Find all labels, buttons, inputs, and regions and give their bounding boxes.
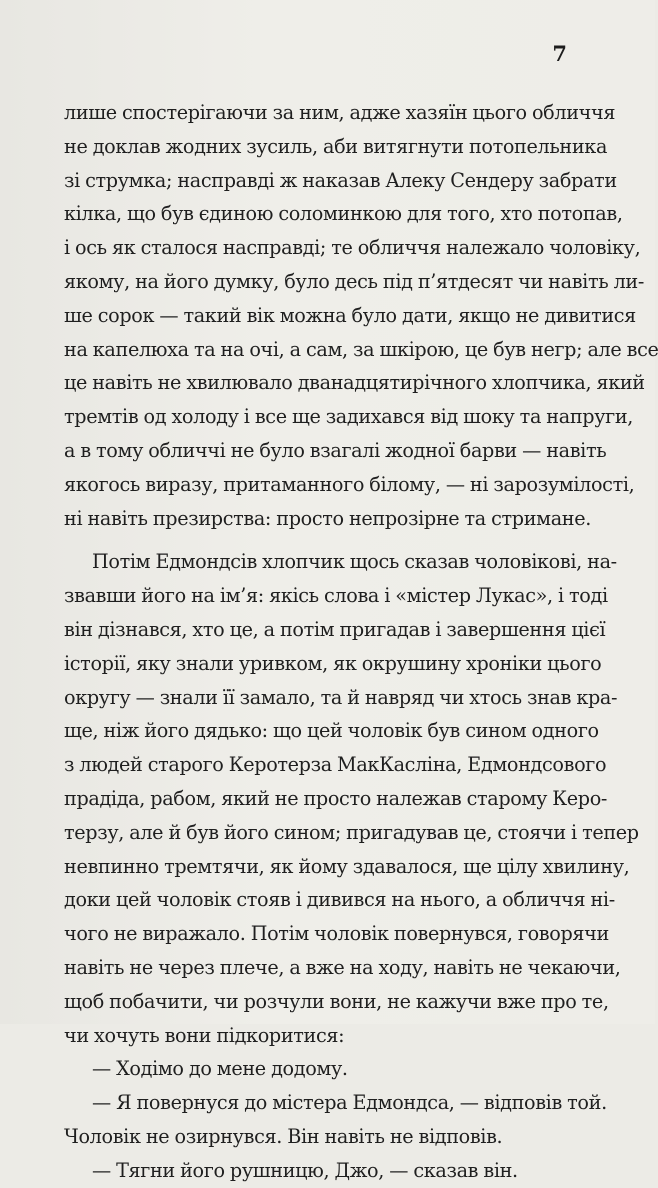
text-line: округу — знали її замало, та й навряд чи хтось знав кра- xyxy=(64,685,618,709)
text-line: кілка, що був єдиною соломинкою для того, хто потопав, xyxy=(64,202,623,226)
body-text xyxy=(64,96,658,1188)
text-line: щоб побачити, чи розчули вони, не кажучи вже про те, xyxy=(64,989,609,1013)
page-number: 7 xyxy=(552,41,567,66)
text-line: а в тому обличчі не було взагалі жодної барви — навіть xyxy=(64,438,607,462)
text-line: це навіть не хвилювало дванадцятирічного хлопчика, який xyxy=(64,371,645,395)
text-line: з людей старого Керотерза МакКасліна, Едмондсового xyxy=(64,753,607,777)
text-line: прадіда, рабом, який не просто належав старому Керо- xyxy=(64,786,608,810)
text-line: не доклав жодних зусиль, аби витягнути потопельника xyxy=(64,134,608,158)
text-line: він дізнався, хто це, а потім пригадав і завершення цієї xyxy=(64,617,606,641)
text-line: чого не виражало. Потім чоловік повернувся, говорячи xyxy=(64,922,609,946)
text-line: якогось виразу, притаманного білому, — ні зарозумілості, xyxy=(64,472,635,496)
text-line: невпинно тремтячи, як йому здавалося, ще цілу хвилину, xyxy=(64,854,630,878)
text-line: якому, на його думку, було десь під п’ятдесят чи навіть ли- xyxy=(64,269,644,293)
text-line: чи хочуть вони підкоритися: xyxy=(64,1023,345,1047)
text-line: ще, ніж його дядько: що цей чоловік був сином одного xyxy=(64,719,599,743)
text-line: ше сорок — такий вік можна було дати, якщо не дивитися xyxy=(64,303,636,327)
text-line: навіть не через плече, а вже на ходу, навіть не чекаючи, xyxy=(64,955,621,979)
text-line: — Ходімо до мене додому. xyxy=(92,1057,348,1081)
text-line: ні навіть презирства: просто непрозірне та стримане. xyxy=(64,506,592,530)
text-line: терзу, але й був його сином; пригадував це, стоячи і тепер xyxy=(64,820,639,844)
text-line: — Я повернуся до містера Едмондса, — відповів той. xyxy=(92,1091,607,1115)
text-line: доки цей чоловік стояв і дивився на нього, а обличчя ні- xyxy=(64,888,615,912)
text-line: історії, яку знали уривком, як окрушину хроніки цього xyxy=(64,651,602,675)
text-line: тремтів од холоду і все ще задихався від шоку та напруги, xyxy=(64,405,634,429)
text-line: на капелюха та на очі, а сам, за шкірою, це був негр; але все xyxy=(64,337,658,361)
text-line: звавши його на ім’я: якісь слова і «містер Лукас», і тоді xyxy=(64,584,608,608)
text-line: лише спостерігаючи за ним, адже хазяїн цього обличчя xyxy=(64,101,616,124)
text-line: Чоловік не озирнувся. Він навіть не відповів. xyxy=(64,1124,503,1148)
text-line: — Тягни його рушницю, Джо, — сказав він. xyxy=(92,1158,518,1182)
text-line: Потім Едмондсів хлопчик щось сказав чоловікові, на- xyxy=(92,550,617,574)
text-line: і ось як сталося насправді; те обличчя належало чоловіку, xyxy=(64,236,641,260)
text-line: зі струмка; насправді ж наказав Алеку Сендеру забрати xyxy=(64,168,617,192)
